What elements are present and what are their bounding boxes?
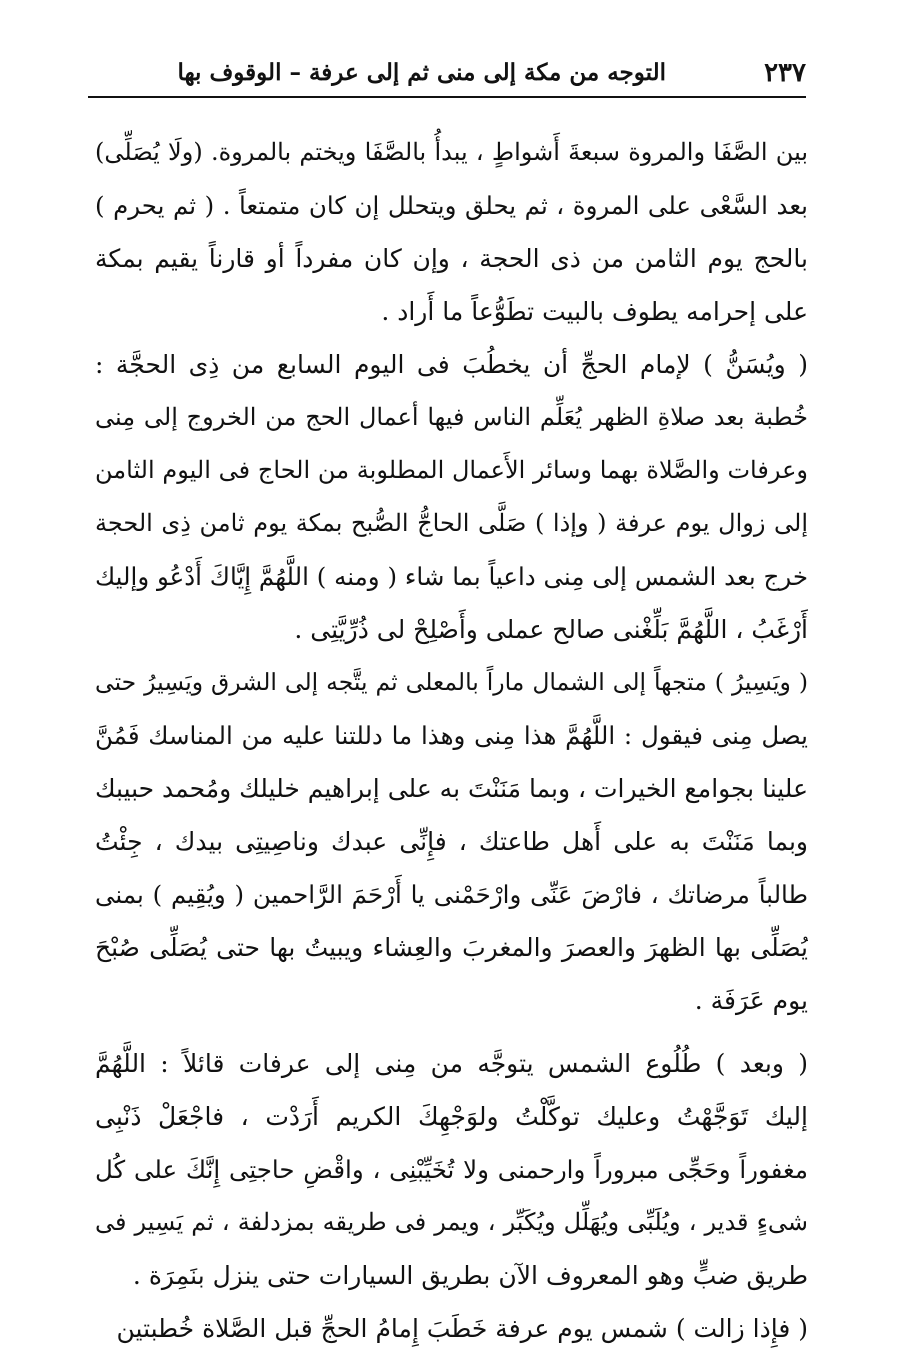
text-line: وعرفات والصَّلاة بهما وسائر الأَعمال المطلوبة من الحاج فى اليوم الثامن xyxy=(95,456,808,484)
text-line: يصل مِنى فيقول : اللَّهُمَّ هذا مِنى وهذا ما دللتنا عليه من المناسك فَمُنَّ xyxy=(95,721,808,750)
text-line: أَرْغَبُ ، اللَّهُمَّ بَلِّغْنى صالح عملى وأَصْلِحْ لى ذُرِّيَّتِى . xyxy=(294,615,808,644)
text-line: خُطبة بعد صلاةِ الظهر يُعَلِّم الناس فيها أعمال الحج من الخروج إلى مِنى xyxy=(95,403,808,431)
text-line: علينا بجوامع الخيرات ، وبما مَنَنْتَ به على إبراهيم خليلك ومُحمد حبيبك xyxy=(95,774,808,803)
text-line: طالباً مرضاتك ، فارْضَ عَنِّى وارْحَمْنى يا أَرْحَمَ الرَّاحمين ( ويُقِيم ) بمنى xyxy=(95,880,808,909)
text-line: يوم عَرَفَة . xyxy=(694,986,808,1015)
text-line: بعد السَّعْى على المروة ، ثم يحلق ويتحلل إن كان متمتعاً . ( ثم يحرم ) xyxy=(95,191,808,220)
text-line: خرج بعد الشمس إلى مِنى داعياً بما شاء ( ومنه ) اللَّهُمَّ إِيَّاكَ أَدْعُو وإليك xyxy=(95,562,808,591)
text-line: على إحرامه يطوف بالبيت تطَوُّعاً ما أَراد . xyxy=(381,297,808,326)
text-line: ( وبعد ) طُلُوع الشمس يتوجَّه من مِنى إلى عرفات قائلاً : اللَّهُمَّ xyxy=(95,1049,808,1078)
header-rule xyxy=(88,96,806,98)
text-line: مغفوراً وحَجِّى مبروراً وارحمنى ولا تُخَيِّبْنِى ، واقْضِ حاجتِى إِنَّكَ على كُل xyxy=(95,1155,808,1184)
text-line: ( ويُسَنُّ ) لإمام الحجِّ أن يخطُبَ فى اليوم السابع من ذِى الحجَّة : xyxy=(95,350,808,379)
text-line: ( ويَسِيرُ ) متجهاً إلى الشمال ماراً بالمعلى ثم يتَّجه إلى الشرق ويَسِيرُ حتى xyxy=(95,668,808,696)
page-header xyxy=(88,40,806,98)
text-line: يُصَلِّى بها الظهرَ والعصرَ والمغربَ والعِشاء ويبيتُ بها حتى يُصَلِّى صُبْحَ xyxy=(95,933,808,962)
body-text xyxy=(95,126,808,1355)
text-line: طريق ضبٍّ وهو المعروف الآن بطريق السيارات حتى ينزل بنَمِرَة . xyxy=(132,1261,808,1290)
text-line: إليك تَوَجَّهْتُ وعليك توكَّلْتُ ولوَجْهِكَ الكريم أَرَدْت ، فاجْعَلْ ذَنْبِى xyxy=(95,1102,808,1131)
page-number: ٢٣٧ xyxy=(764,58,806,88)
text-line: بالحج يوم الثامن من ذى الحجة ، وإن كان مفرداً أو قارناً يقيم بمكة xyxy=(95,244,808,273)
text-line: وبما مَنَنْتَ به على أَهل طاعتك ، فإِنِّى عبدك وناصِيتِى بيدك ، جِئْتُ xyxy=(95,827,808,856)
text-line: بين الصَّفَا والمروة سبعةَ أَشواطٍ ، يبدأُ بالصَّفَا ويختم بالمروة. (ولَا يُصَلِّى) xyxy=(95,138,808,166)
text-line: إلى زوال يوم عرفة ( وإذا ) صَلَّى الحاجُّ الصُّبح بمكة يوم ثامن ذِى الحجة xyxy=(95,509,808,537)
running-title: التوجه من مكة إلى منى ثم إلى عرفة – الوقوف بها xyxy=(177,59,666,86)
text-line: ( فإِذا زالت ) شمس يوم عرفة خَطَبَ إِمامُ الحجِّ قبل الصَّلاة خُطبتين xyxy=(116,1314,808,1343)
text-line: شىءٍ قدير ، ويُلَبِّى ويُهَلِّل ويُكَبِّر ، ويمر فى طريقه بمزدلفة ، ثم يَسِير فى xyxy=(95,1208,808,1236)
